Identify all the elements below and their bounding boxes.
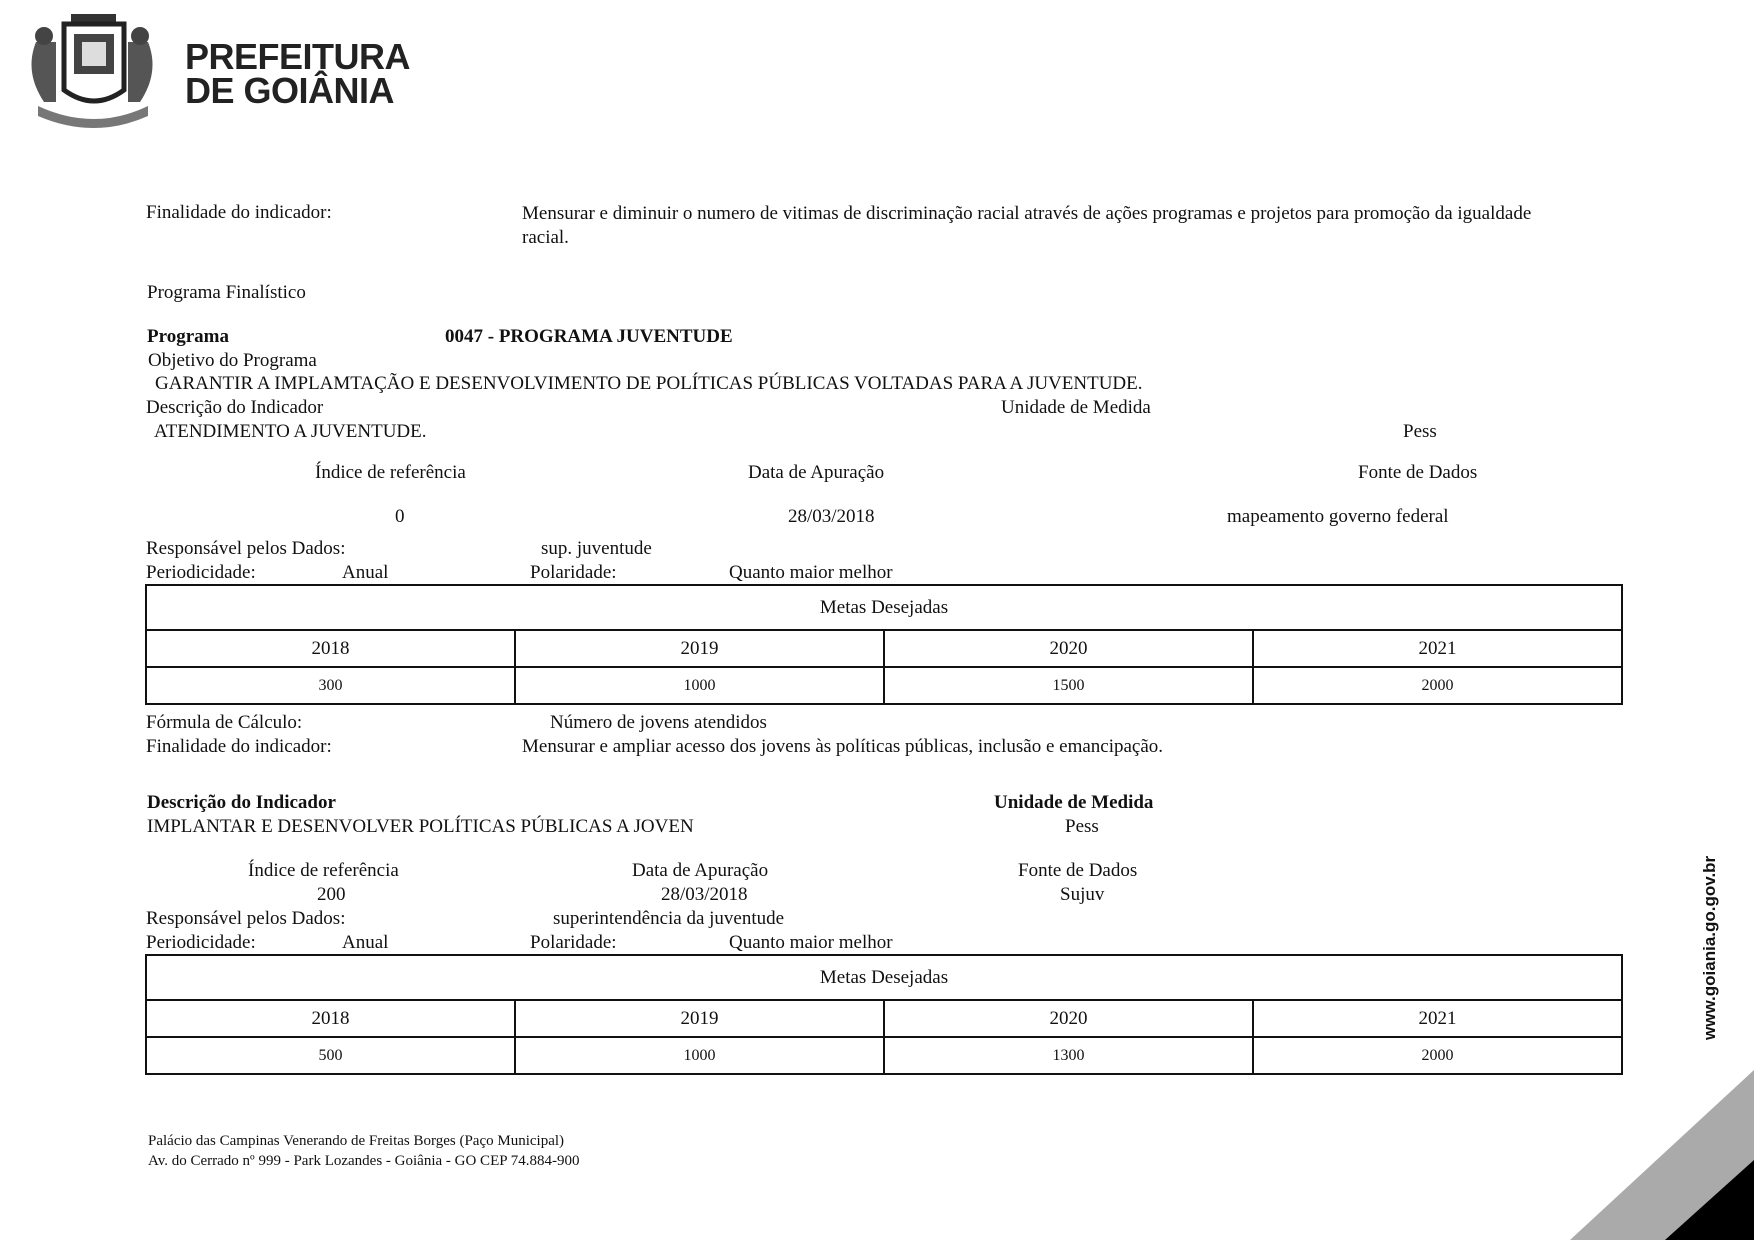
ind2-metas-table <box>145 954 1623 1075</box>
ind1-unidade-value: Pess <box>1403 421 1437 442</box>
ind1-formula-label: Fórmula de Cálculo: <box>146 712 303 733</box>
ind2-unidade-value: Pess <box>1065 816 1099 837</box>
programa-label: Programa <box>147 326 229 347</box>
ind1-year-cell: 2020 <box>884 630 1253 667</box>
ind1-finalidade-text: Mensurar e ampliar acesso dos jovens às políticas públicas, inclusão e emancipação. <box>522 736 1164 757</box>
ind2-year-cell: 2019 <box>515 1000 884 1037</box>
ind1-data-value: 28/03/2018 <box>788 506 875 527</box>
ind1-value-cell: 300 <box>146 667 515 704</box>
ind1-descricao-label: Descrição do Indicador <box>146 397 324 418</box>
ind1-metas-table <box>145 584 1623 705</box>
coat-of-arms-icon <box>16 2 168 128</box>
ind1-indice-label: Índice de referência <box>315 462 466 483</box>
ind1-value-cell: 2000 <box>1253 667 1622 704</box>
ind2-value-cell: 1000 <box>515 1037 884 1074</box>
objetivo-label: Objetivo do Programa <box>148 350 317 371</box>
ind1-polaridade-value: Quanto maior melhor <box>729 562 893 583</box>
ind2-polaridade-value: Quanto maior melhor <box>729 932 893 953</box>
ind1-unidade-label: Unidade de Medida <box>1001 397 1151 418</box>
ind1-descricao-text: ATENDIMENTO A JUVENTUDE. <box>154 421 427 442</box>
ind2-polaridade-label: Polaridade: <box>530 932 617 953</box>
ind1-metas-title: Metas Desejadas <box>146 585 1622 630</box>
ind1-polaridade-label: Polaridade: <box>530 562 617 583</box>
ind2-year-cell: 2020 <box>884 1000 1253 1037</box>
ind1-value-cell: 1500 <box>884 667 1253 704</box>
programa-finalistico-heading: Programa Finalístico <box>147 282 306 303</box>
brand-name <box>185 36 411 111</box>
ind2-year-cell: 2018 <box>146 1000 515 1037</box>
footer-address-line2: Av. do Cerrado nº 999 - Park Lozandes - Goiânia - GO CEP 74.884-900 <box>148 1153 580 1169</box>
ind2-year-cell: 2021 <box>1253 1000 1622 1037</box>
ind1-year-cell: 2018 <box>146 630 515 667</box>
ind2-descricao-text: IMPLANTAR E DESENVOLVER POLÍTICAS PÚBLICAS A JOVEN <box>147 816 694 837</box>
ind2-responsavel-value: superintendência da juventude <box>553 908 785 929</box>
ind1-finalidade-label: Finalidade do indicador: <box>146 736 332 757</box>
ind2-responsavel-label: Responsável pelos Dados: <box>146 908 346 929</box>
ind2-fonte-label: Fonte de Dados <box>1018 860 1138 881</box>
corner-decoration <box>1570 1070 1754 1240</box>
ind2-data-label: Data de Apuração <box>632 860 769 881</box>
website-url: www.goiania.go.gov.br <box>1700 855 1719 1040</box>
ind2-indice-value: 200 <box>317 884 346 905</box>
city-logo <box>16 2 168 128</box>
ind1-year-cell: 2019 <box>515 630 884 667</box>
ind2-periodicidade-value: Anual <box>342 932 389 953</box>
ind2-value-cell: 1300 <box>884 1037 1253 1074</box>
ind1-periodicidade-label: Periodicidade: <box>146 562 256 583</box>
ind1-periodicidade-value: Anual <box>342 562 389 583</box>
ind2-periodicidade-label: Periodicidade: <box>146 932 256 953</box>
ind2-unidade-label: Unidade de Medida <box>994 792 1154 813</box>
ind1-responsavel-value: sup. juventude <box>541 538 652 559</box>
ind1-fonte-label: Fonte de Dados <box>1358 462 1478 483</box>
ind2-metas-title: Metas Desejadas <box>146 955 1622 1000</box>
brand-line2: DE GOIÂNIA <box>185 70 395 111</box>
ind1-responsavel-label: Responsável pelos Dados: <box>146 538 346 559</box>
programa-value: 0047 - PROGRAMA JUVENTUDE <box>445 326 733 347</box>
ind1-data-label: Data de Apuração <box>748 462 885 483</box>
ind2-fonte-value: Sujuv <box>1060 884 1105 905</box>
footer-address-line1: Palácio das Campinas Venerando de Freitas Borges (Paço Municipal) <box>148 1133 565 1149</box>
ind2-descricao-label: Descrição do Indicador <box>147 792 336 813</box>
brand-line1: PREFEITURA <box>185 36 411 77</box>
ind1-indice-value: 0 <box>395 506 405 527</box>
ind1-fonte-value: mapeamento governo federal <box>1227 506 1449 527</box>
ind1-value-cell: 1000 <box>515 667 884 704</box>
ind2-value-cell: 500 <box>146 1037 515 1074</box>
objetivo-text: GARANTIR A IMPLAMTAÇÃO E DESENVOLVIMENTO DE POLÍTICAS PÚBLICAS VOLTADAS PARA A JUVENTUDE. <box>155 373 1143 394</box>
ind1-formula-value: Número de jovens atendidos <box>550 712 767 733</box>
finalidade-label-top: Finalidade do indicador: <box>146 202 332 223</box>
ind2-indice-label: Índice de referência <box>248 860 399 881</box>
ind2-data-value: 28/03/2018 <box>661 884 748 905</box>
ind1-year-cell: 2021 <box>1253 630 1622 667</box>
seal-motto: PELA GRANDEZA DA PÁTRIA <box>71 114 113 118</box>
ind2-value-cell: 2000 <box>1253 1037 1622 1074</box>
finalidade-text-top: Mensurar e diminuir o numero de vitimas de discriminação racial através de ações programas e projetos para promoção da igualdade racial. <box>522 203 1532 248</box>
